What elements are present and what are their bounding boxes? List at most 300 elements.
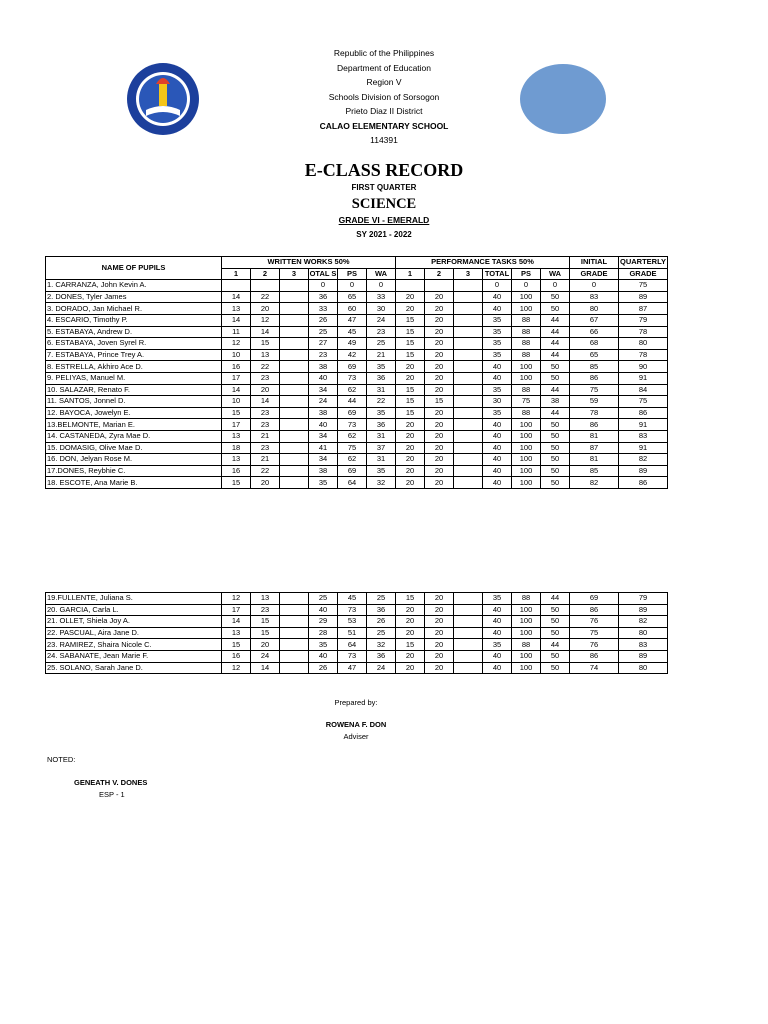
pt-col-1: 1 bbox=[396, 268, 425, 280]
score-cell: 20 bbox=[425, 338, 454, 350]
score-cell bbox=[454, 338, 483, 350]
score-cell: 62 bbox=[338, 454, 367, 466]
score-cell bbox=[280, 349, 309, 361]
score-cell: 14 bbox=[251, 662, 280, 674]
score-cell: 20 bbox=[425, 477, 454, 489]
initial-grade-header: INITIAL bbox=[570, 257, 619, 269]
score-cell: 88 bbox=[512, 593, 541, 605]
score-cell: 15 bbox=[396, 384, 425, 396]
score-cell: 100 bbox=[512, 430, 541, 442]
pupil-name: 18. ESCOTE, Ana Marie B. bbox=[46, 477, 222, 489]
pupil-row bbox=[46, 326, 668, 338]
pupil-row bbox=[46, 372, 668, 384]
score-cell: 44 bbox=[541, 384, 570, 396]
score-cell: 40 bbox=[483, 442, 512, 454]
score-cell: 26 bbox=[367, 616, 396, 628]
score-cell: 12 bbox=[251, 314, 280, 326]
score-cell: 20 bbox=[425, 442, 454, 454]
score-cell: 36 bbox=[309, 291, 338, 303]
score-cell: 100 bbox=[512, 604, 541, 616]
score-cell: 44 bbox=[541, 338, 570, 350]
score-cell: 41 bbox=[309, 442, 338, 454]
score-cell: 50 bbox=[541, 419, 570, 431]
pupil-row bbox=[46, 639, 668, 651]
score-cell: 40 bbox=[309, 419, 338, 431]
prepared-by-label: Prepared by: bbox=[334, 698, 378, 707]
score-cell bbox=[454, 419, 483, 431]
score-cell bbox=[454, 280, 483, 292]
pupil-row bbox=[46, 650, 668, 662]
pupil-row bbox=[46, 419, 668, 431]
written-works-header: WRITTEN WORKS 50% bbox=[222, 257, 396, 269]
score-cell bbox=[280, 662, 309, 674]
score-cell: 15 bbox=[396, 349, 425, 361]
pupil-name: 16. DON, Jelyan Rose M. bbox=[46, 454, 222, 466]
score-cell: 36 bbox=[367, 604, 396, 616]
score-cell: 50 bbox=[541, 372, 570, 384]
score-cell: 38 bbox=[309, 407, 338, 419]
score-cell: 16 bbox=[222, 361, 251, 373]
score-cell bbox=[280, 442, 309, 454]
score-cell: 0 bbox=[367, 280, 396, 292]
score-cell: 15 bbox=[251, 616, 280, 628]
score-cell: 73 bbox=[338, 604, 367, 616]
pupil-row bbox=[46, 349, 668, 361]
score-cell: 74 bbox=[570, 662, 619, 674]
score-cell bbox=[280, 361, 309, 373]
score-cell bbox=[280, 338, 309, 350]
school-name: CALAO ELEMENTARY SCHOOL bbox=[319, 120, 449, 131]
score-cell: 10 bbox=[222, 396, 251, 408]
pupil-name: 19.FULLENTE, Juliana S. bbox=[46, 593, 222, 605]
ww-col-2: 2 bbox=[251, 268, 280, 280]
score-cell: 36 bbox=[367, 419, 396, 431]
score-cell bbox=[280, 326, 309, 338]
score-cell: 73 bbox=[338, 372, 367, 384]
score-cell: 28 bbox=[309, 627, 338, 639]
score-cell: 47 bbox=[338, 314, 367, 326]
score-cell: 85 bbox=[570, 465, 619, 477]
score-cell bbox=[454, 372, 483, 384]
adviser-name: ROWENA F. DON bbox=[325, 720, 387, 729]
score-cell bbox=[251, 280, 280, 292]
pupil-name: 25. SOLANO, Sarah Jane D. bbox=[46, 662, 222, 674]
score-cell: 88 bbox=[512, 384, 541, 396]
pupil-row bbox=[46, 616, 668, 628]
school-id: 114391 bbox=[370, 135, 398, 145]
score-cell: 88 bbox=[512, 639, 541, 651]
name-header: NAME OF PUPILS bbox=[46, 257, 222, 280]
score-cell: 35 bbox=[367, 465, 396, 477]
score-cell: 100 bbox=[512, 442, 541, 454]
pupil-row bbox=[46, 338, 668, 350]
pupil-name: 12. BAYOCA, Jowelyn E. bbox=[46, 407, 222, 419]
score-cell: 75 bbox=[570, 627, 619, 639]
score-cell: 40 bbox=[483, 465, 512, 477]
score-cell: 89 bbox=[619, 604, 668, 616]
score-cell: 100 bbox=[512, 650, 541, 662]
score-cell bbox=[454, 604, 483, 616]
score-cell bbox=[222, 280, 251, 292]
score-cell: 75 bbox=[570, 384, 619, 396]
score-cell: 69 bbox=[570, 593, 619, 605]
score-cell bbox=[454, 396, 483, 408]
score-cell: 40 bbox=[483, 454, 512, 466]
score-cell bbox=[280, 627, 309, 639]
score-cell: 40 bbox=[483, 477, 512, 489]
performance-tasks-header: PERFORMANCE TASKS 50% bbox=[396, 257, 570, 269]
score-cell: 86 bbox=[619, 477, 668, 489]
score-cell: 40 bbox=[483, 361, 512, 373]
score-cell: 20 bbox=[396, 604, 425, 616]
score-cell: 62 bbox=[338, 384, 367, 396]
score-cell: 91 bbox=[619, 442, 668, 454]
score-cell: 20 bbox=[396, 303, 425, 315]
score-cell: 20 bbox=[425, 454, 454, 466]
score-cell: 50 bbox=[541, 303, 570, 315]
score-cell: 24 bbox=[367, 662, 396, 674]
score-cell bbox=[396, 280, 425, 292]
score-cell: 17 bbox=[222, 419, 251, 431]
score-cell: 34 bbox=[309, 384, 338, 396]
score-cell: 26 bbox=[309, 314, 338, 326]
score-cell: 73 bbox=[338, 650, 367, 662]
score-cell bbox=[280, 465, 309, 477]
pupil-name: 14. CASTANEDA, Zyra Mae D. bbox=[46, 430, 222, 442]
score-cell bbox=[280, 303, 309, 315]
pupil-name: 11. SANTOS, Jonnel D. bbox=[46, 396, 222, 408]
score-cell: 20 bbox=[396, 372, 425, 384]
score-cell bbox=[454, 349, 483, 361]
subject-label: SCIENCE bbox=[351, 196, 417, 212]
score-cell: 40 bbox=[309, 650, 338, 662]
pupil-name: 20. GARCIA, Carla L. bbox=[46, 604, 222, 616]
score-cell: 86 bbox=[570, 650, 619, 662]
score-cell: 11 bbox=[222, 326, 251, 338]
score-cell bbox=[454, 442, 483, 454]
pupil-row bbox=[46, 477, 668, 489]
score-cell: 100 bbox=[512, 291, 541, 303]
score-cell bbox=[454, 361, 483, 373]
score-cell: 32 bbox=[367, 639, 396, 651]
score-cell: 20 bbox=[251, 303, 280, 315]
score-cell: 100 bbox=[512, 419, 541, 431]
score-cell: 0 bbox=[570, 280, 619, 292]
score-cell: 38 bbox=[541, 396, 570, 408]
score-cell: 20 bbox=[425, 604, 454, 616]
score-cell: 14 bbox=[222, 616, 251, 628]
score-cell: 24 bbox=[251, 650, 280, 662]
pt-wa-header: WA bbox=[541, 268, 570, 280]
score-cell: 25 bbox=[367, 627, 396, 639]
score-cell: 35 bbox=[483, 349, 512, 361]
score-cell: 50 bbox=[541, 465, 570, 477]
score-cell bbox=[454, 593, 483, 605]
pt-total-header: TOTAL bbox=[483, 268, 512, 280]
score-cell: 82 bbox=[619, 454, 668, 466]
score-cell: 20 bbox=[396, 442, 425, 454]
score-cell: 24 bbox=[367, 314, 396, 326]
score-cell: 23 bbox=[367, 326, 396, 338]
pupil-name: 10. SALAZAR, Renato F. bbox=[46, 384, 222, 396]
score-cell: 20 bbox=[425, 465, 454, 477]
score-cell bbox=[280, 280, 309, 292]
score-cell: 20 bbox=[396, 627, 425, 639]
header-line-district: Prieto Diaz II District bbox=[345, 106, 423, 116]
noter-title: ESP - 1 bbox=[99, 790, 125, 799]
score-cell: 20 bbox=[396, 291, 425, 303]
score-cell: 37 bbox=[367, 442, 396, 454]
score-cell: 25 bbox=[309, 593, 338, 605]
score-cell: 89 bbox=[619, 291, 668, 303]
score-cell: 30 bbox=[483, 396, 512, 408]
score-cell: 50 bbox=[541, 430, 570, 442]
score-cell: 32 bbox=[367, 477, 396, 489]
header-line-deped: Department of Education bbox=[336, 62, 432, 73]
score-cell: 35 bbox=[483, 593, 512, 605]
score-cell: 65 bbox=[338, 291, 367, 303]
score-cell: 20 bbox=[396, 662, 425, 674]
initial-grade-header-2: GRADE bbox=[570, 268, 619, 280]
pupil-row bbox=[46, 407, 668, 419]
score-cell: 40 bbox=[483, 291, 512, 303]
score-cell: 15 bbox=[251, 627, 280, 639]
score-cell: 83 bbox=[619, 639, 668, 651]
score-cell: 100 bbox=[512, 361, 541, 373]
score-cell: 14 bbox=[222, 314, 251, 326]
score-cell: 75 bbox=[512, 396, 541, 408]
score-cell bbox=[280, 616, 309, 628]
score-cell bbox=[425, 280, 454, 292]
score-cell: 86 bbox=[570, 419, 619, 431]
score-cell bbox=[454, 407, 483, 419]
score-cell: 44 bbox=[541, 407, 570, 419]
score-cell: 80 bbox=[619, 627, 668, 639]
score-cell bbox=[280, 372, 309, 384]
score-cell: 0 bbox=[541, 280, 570, 292]
pupil-name: 17.DONES, Reybhie C. bbox=[46, 465, 222, 477]
score-cell: 35 bbox=[483, 407, 512, 419]
score-cell: 35 bbox=[483, 326, 512, 338]
score-cell: 25 bbox=[309, 326, 338, 338]
score-cell: 35 bbox=[309, 477, 338, 489]
score-cell: 0 bbox=[512, 280, 541, 292]
score-cell: 66 bbox=[570, 326, 619, 338]
score-cell: 20 bbox=[425, 430, 454, 442]
score-cell: 44 bbox=[541, 314, 570, 326]
pupil-name: 9. PELIYAS, Manuel M. bbox=[46, 372, 222, 384]
pupil-row bbox=[46, 627, 668, 639]
score-cell: 33 bbox=[309, 303, 338, 315]
score-cell bbox=[454, 639, 483, 651]
score-cell: 100 bbox=[512, 303, 541, 315]
score-cell: 15 bbox=[396, 407, 425, 419]
score-cell: 20 bbox=[425, 627, 454, 639]
score-cell: 64 bbox=[338, 639, 367, 651]
score-cell: 86 bbox=[619, 407, 668, 419]
score-cell: 50 bbox=[541, 442, 570, 454]
score-cell: 33 bbox=[367, 291, 396, 303]
score-cell: 100 bbox=[512, 477, 541, 489]
score-cell: 81 bbox=[570, 454, 619, 466]
score-cell: 0 bbox=[309, 280, 338, 292]
score-cell: 15 bbox=[425, 396, 454, 408]
score-cell bbox=[280, 291, 309, 303]
score-cell: 21 bbox=[251, 430, 280, 442]
score-cell: 13 bbox=[222, 430, 251, 442]
pupil-name: 1. CARRANZA, John Kevin A. bbox=[46, 280, 222, 292]
pupil-name: 4. ESCARIO, Timothy P. bbox=[46, 314, 222, 326]
score-cell: 40 bbox=[483, 650, 512, 662]
score-cell: 16 bbox=[222, 650, 251, 662]
score-cell: 53 bbox=[338, 616, 367, 628]
score-cell: 15 bbox=[251, 338, 280, 350]
pupil-name: 7. ESTABAYA, Prince Trey A. bbox=[46, 349, 222, 361]
score-cell: 89 bbox=[619, 465, 668, 477]
score-cell: 87 bbox=[570, 442, 619, 454]
score-cell: 100 bbox=[512, 465, 541, 477]
pupil-name: 15. DOMASIG, Olive Mae D. bbox=[46, 442, 222, 454]
noted-label: NOTED: bbox=[47, 755, 76, 764]
pupil-row bbox=[46, 465, 668, 477]
score-cell: 15 bbox=[396, 338, 425, 350]
score-cell bbox=[454, 454, 483, 466]
score-cell: 15 bbox=[396, 593, 425, 605]
score-cell: 76 bbox=[570, 639, 619, 651]
score-cell: 20 bbox=[396, 454, 425, 466]
score-cell: 13 bbox=[222, 303, 251, 315]
score-cell: 13 bbox=[251, 593, 280, 605]
score-cell: 75 bbox=[619, 396, 668, 408]
score-cell: 20 bbox=[425, 639, 454, 651]
pupil-row bbox=[46, 430, 668, 442]
score-cell: 40 bbox=[483, 604, 512, 616]
score-cell: 64 bbox=[338, 477, 367, 489]
score-cell: 91 bbox=[619, 419, 668, 431]
pt-ps-header: PS bbox=[512, 268, 541, 280]
score-cell: 20 bbox=[425, 384, 454, 396]
score-cell: 30 bbox=[367, 303, 396, 315]
score-cell: 13 bbox=[222, 627, 251, 639]
score-cell: 35 bbox=[483, 639, 512, 651]
score-cell bbox=[280, 314, 309, 326]
score-cell: 20 bbox=[425, 407, 454, 419]
score-cell: 20 bbox=[251, 477, 280, 489]
score-cell bbox=[280, 454, 309, 466]
pupil-row bbox=[46, 442, 668, 454]
score-cell bbox=[280, 407, 309, 419]
score-cell: 85 bbox=[570, 361, 619, 373]
score-cell: 35 bbox=[483, 338, 512, 350]
score-cell: 100 bbox=[512, 627, 541, 639]
score-cell: 15 bbox=[222, 407, 251, 419]
score-cell: 88 bbox=[512, 326, 541, 338]
score-cell: 84 bbox=[619, 384, 668, 396]
score-cell: 62 bbox=[338, 430, 367, 442]
score-cell: 40 bbox=[483, 430, 512, 442]
score-cell: 47 bbox=[338, 662, 367, 674]
score-cell: 69 bbox=[338, 361, 367, 373]
score-cell: 49 bbox=[338, 338, 367, 350]
score-cell: 44 bbox=[541, 639, 570, 651]
pupil-row bbox=[46, 396, 668, 408]
pupil-row bbox=[46, 291, 668, 303]
pupil-name: 8. ESTRELLA, Akhiro Ace D. bbox=[46, 361, 222, 373]
score-cell: 86 bbox=[570, 372, 619, 384]
score-cell: 40 bbox=[309, 604, 338, 616]
score-cell: 78 bbox=[619, 326, 668, 338]
score-cell: 88 bbox=[512, 314, 541, 326]
score-cell: 21 bbox=[367, 349, 396, 361]
score-cell: 40 bbox=[483, 419, 512, 431]
pt-col-2: 2 bbox=[425, 268, 454, 280]
score-cell: 35 bbox=[483, 314, 512, 326]
score-cell: 14 bbox=[251, 326, 280, 338]
score-cell: 22 bbox=[251, 291, 280, 303]
score-cell bbox=[280, 639, 309, 651]
score-cell: 75 bbox=[619, 280, 668, 292]
score-cell: 79 bbox=[619, 593, 668, 605]
score-cell: 88 bbox=[512, 349, 541, 361]
score-cell: 23 bbox=[309, 349, 338, 361]
score-cell: 22 bbox=[251, 465, 280, 477]
score-cell: 86 bbox=[570, 604, 619, 616]
score-cell: 81 bbox=[570, 430, 619, 442]
score-cell: 20 bbox=[251, 384, 280, 396]
pupil-row bbox=[46, 384, 668, 396]
ww-col-1: 1 bbox=[222, 268, 251, 280]
score-cell: 16 bbox=[222, 465, 251, 477]
score-cell bbox=[280, 593, 309, 605]
score-cell bbox=[454, 291, 483, 303]
score-cell: 34 bbox=[309, 430, 338, 442]
score-cell: 38 bbox=[309, 361, 338, 373]
ww-col-3: 3 bbox=[280, 268, 309, 280]
score-cell: 22 bbox=[367, 396, 396, 408]
score-cell: 100 bbox=[512, 616, 541, 628]
score-cell: 40 bbox=[483, 372, 512, 384]
score-cell: 20 bbox=[251, 639, 280, 651]
score-cell: 83 bbox=[570, 291, 619, 303]
quarter-label: FIRST QUARTER bbox=[351, 183, 417, 192]
score-cell: 15 bbox=[396, 396, 425, 408]
score-cell: 12 bbox=[222, 662, 251, 674]
pupil-row bbox=[46, 303, 668, 315]
score-cell bbox=[280, 419, 309, 431]
score-cell: 44 bbox=[541, 326, 570, 338]
score-cell: 50 bbox=[541, 291, 570, 303]
score-cell: 20 bbox=[425, 291, 454, 303]
score-cell bbox=[454, 326, 483, 338]
score-cell: 75 bbox=[338, 442, 367, 454]
score-cell: 20 bbox=[396, 477, 425, 489]
pupil-row bbox=[46, 454, 668, 466]
score-cell: 76 bbox=[570, 616, 619, 628]
score-cell: 25 bbox=[367, 593, 396, 605]
score-cell: 0 bbox=[483, 280, 512, 292]
score-cell: 20 bbox=[425, 326, 454, 338]
score-cell: 18 bbox=[222, 442, 251, 454]
score-cell: 40 bbox=[483, 303, 512, 315]
score-cell: 0 bbox=[338, 280, 367, 292]
score-cell: 80 bbox=[570, 303, 619, 315]
score-cell: 100 bbox=[512, 662, 541, 674]
score-cell: 14 bbox=[251, 396, 280, 408]
score-cell: 40 bbox=[483, 662, 512, 674]
score-cell: 24 bbox=[309, 396, 338, 408]
score-cell bbox=[280, 477, 309, 489]
score-cell: 22 bbox=[251, 361, 280, 373]
